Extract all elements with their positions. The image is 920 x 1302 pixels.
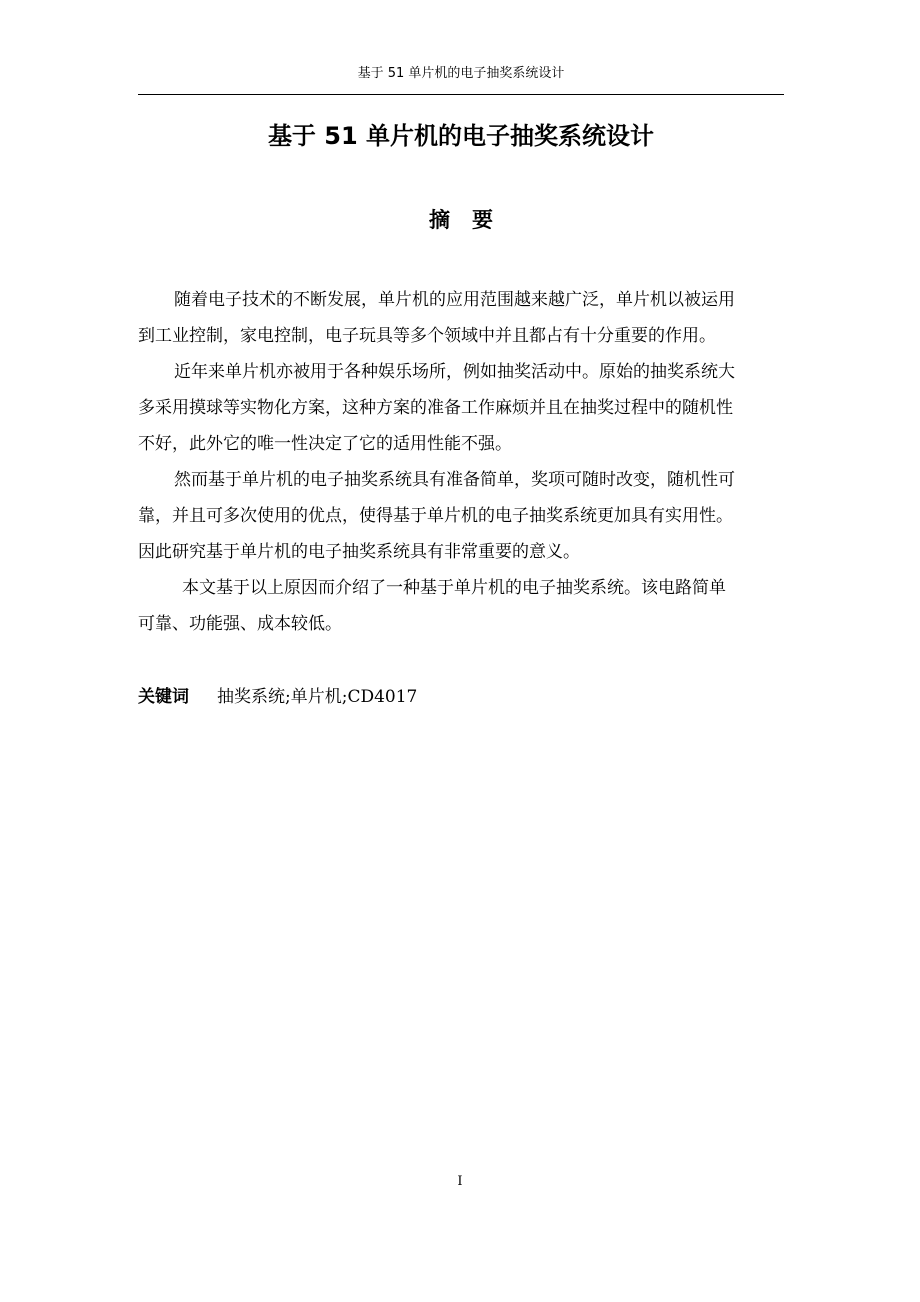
keywords-value: 抽奖系统;单片机;CD4017 (217, 687, 418, 707)
abstract-paragraph-4 (138, 570, 786, 642)
keywords-label: 关键词 (138, 687, 189, 707)
paragraph-line: 到工业控制，家电控制，电子玩具等多个领域中并且都占有十分重要的作用。 (138, 326, 716, 346)
header-divider (138, 94, 784, 95)
paragraph-line: 不好，此外它的唯一性决定了它的适用性能不强。 (138, 434, 512, 454)
paragraph-line: 然而基于单片机的电子抽奖系统具有准备简单，奖项可随时改变，随机性可 (174, 470, 735, 490)
paragraph-line: 可靠、功能强、成本较低。 (138, 614, 342, 634)
paragraph-line: 本文基于以上原因而介绍了一种基于单片机的电子抽奖系统。该电路简单 (182, 578, 726, 598)
running-header: 基于 51 单片机的电子抽奖系统设计 (357, 66, 565, 81)
paragraph-line: 靠，并且可多次使用的优点，使得基于单片机的电子抽奖系统更加具有实用性。 (138, 506, 733, 526)
abstract-paragraph-2 (138, 354, 786, 462)
paragraph-line: 因此研究基于单片机的电子抽奖系统具有非常重要的意义。 (138, 542, 580, 562)
paragraph-line: 近年来单片机亦被用于各种娱乐场所，例如抽奖活动中。原始的抽奖系统大 (174, 362, 735, 382)
paragraph-line: 随着电子技术的不断发展，单片机的应用范围越来越广泛，单片机以被运用 (174, 290, 735, 310)
abstract-paragraph-1 (138, 282, 786, 354)
abstract-paragraph-3 (138, 462, 786, 570)
keywords-line (138, 679, 417, 715)
paragraph-line: 多采用摸球等实物化方案，这种方案的准备工作麻烦并且在抽奖过程中的随机性 (138, 398, 733, 418)
abstract-heading: 摘要 (429, 208, 515, 232)
abstract-body (138, 282, 786, 642)
document-title: 基于 51 单片机的电子抽奖系统设计 (267, 122, 655, 150)
page-number: I (457, 1174, 463, 1189)
